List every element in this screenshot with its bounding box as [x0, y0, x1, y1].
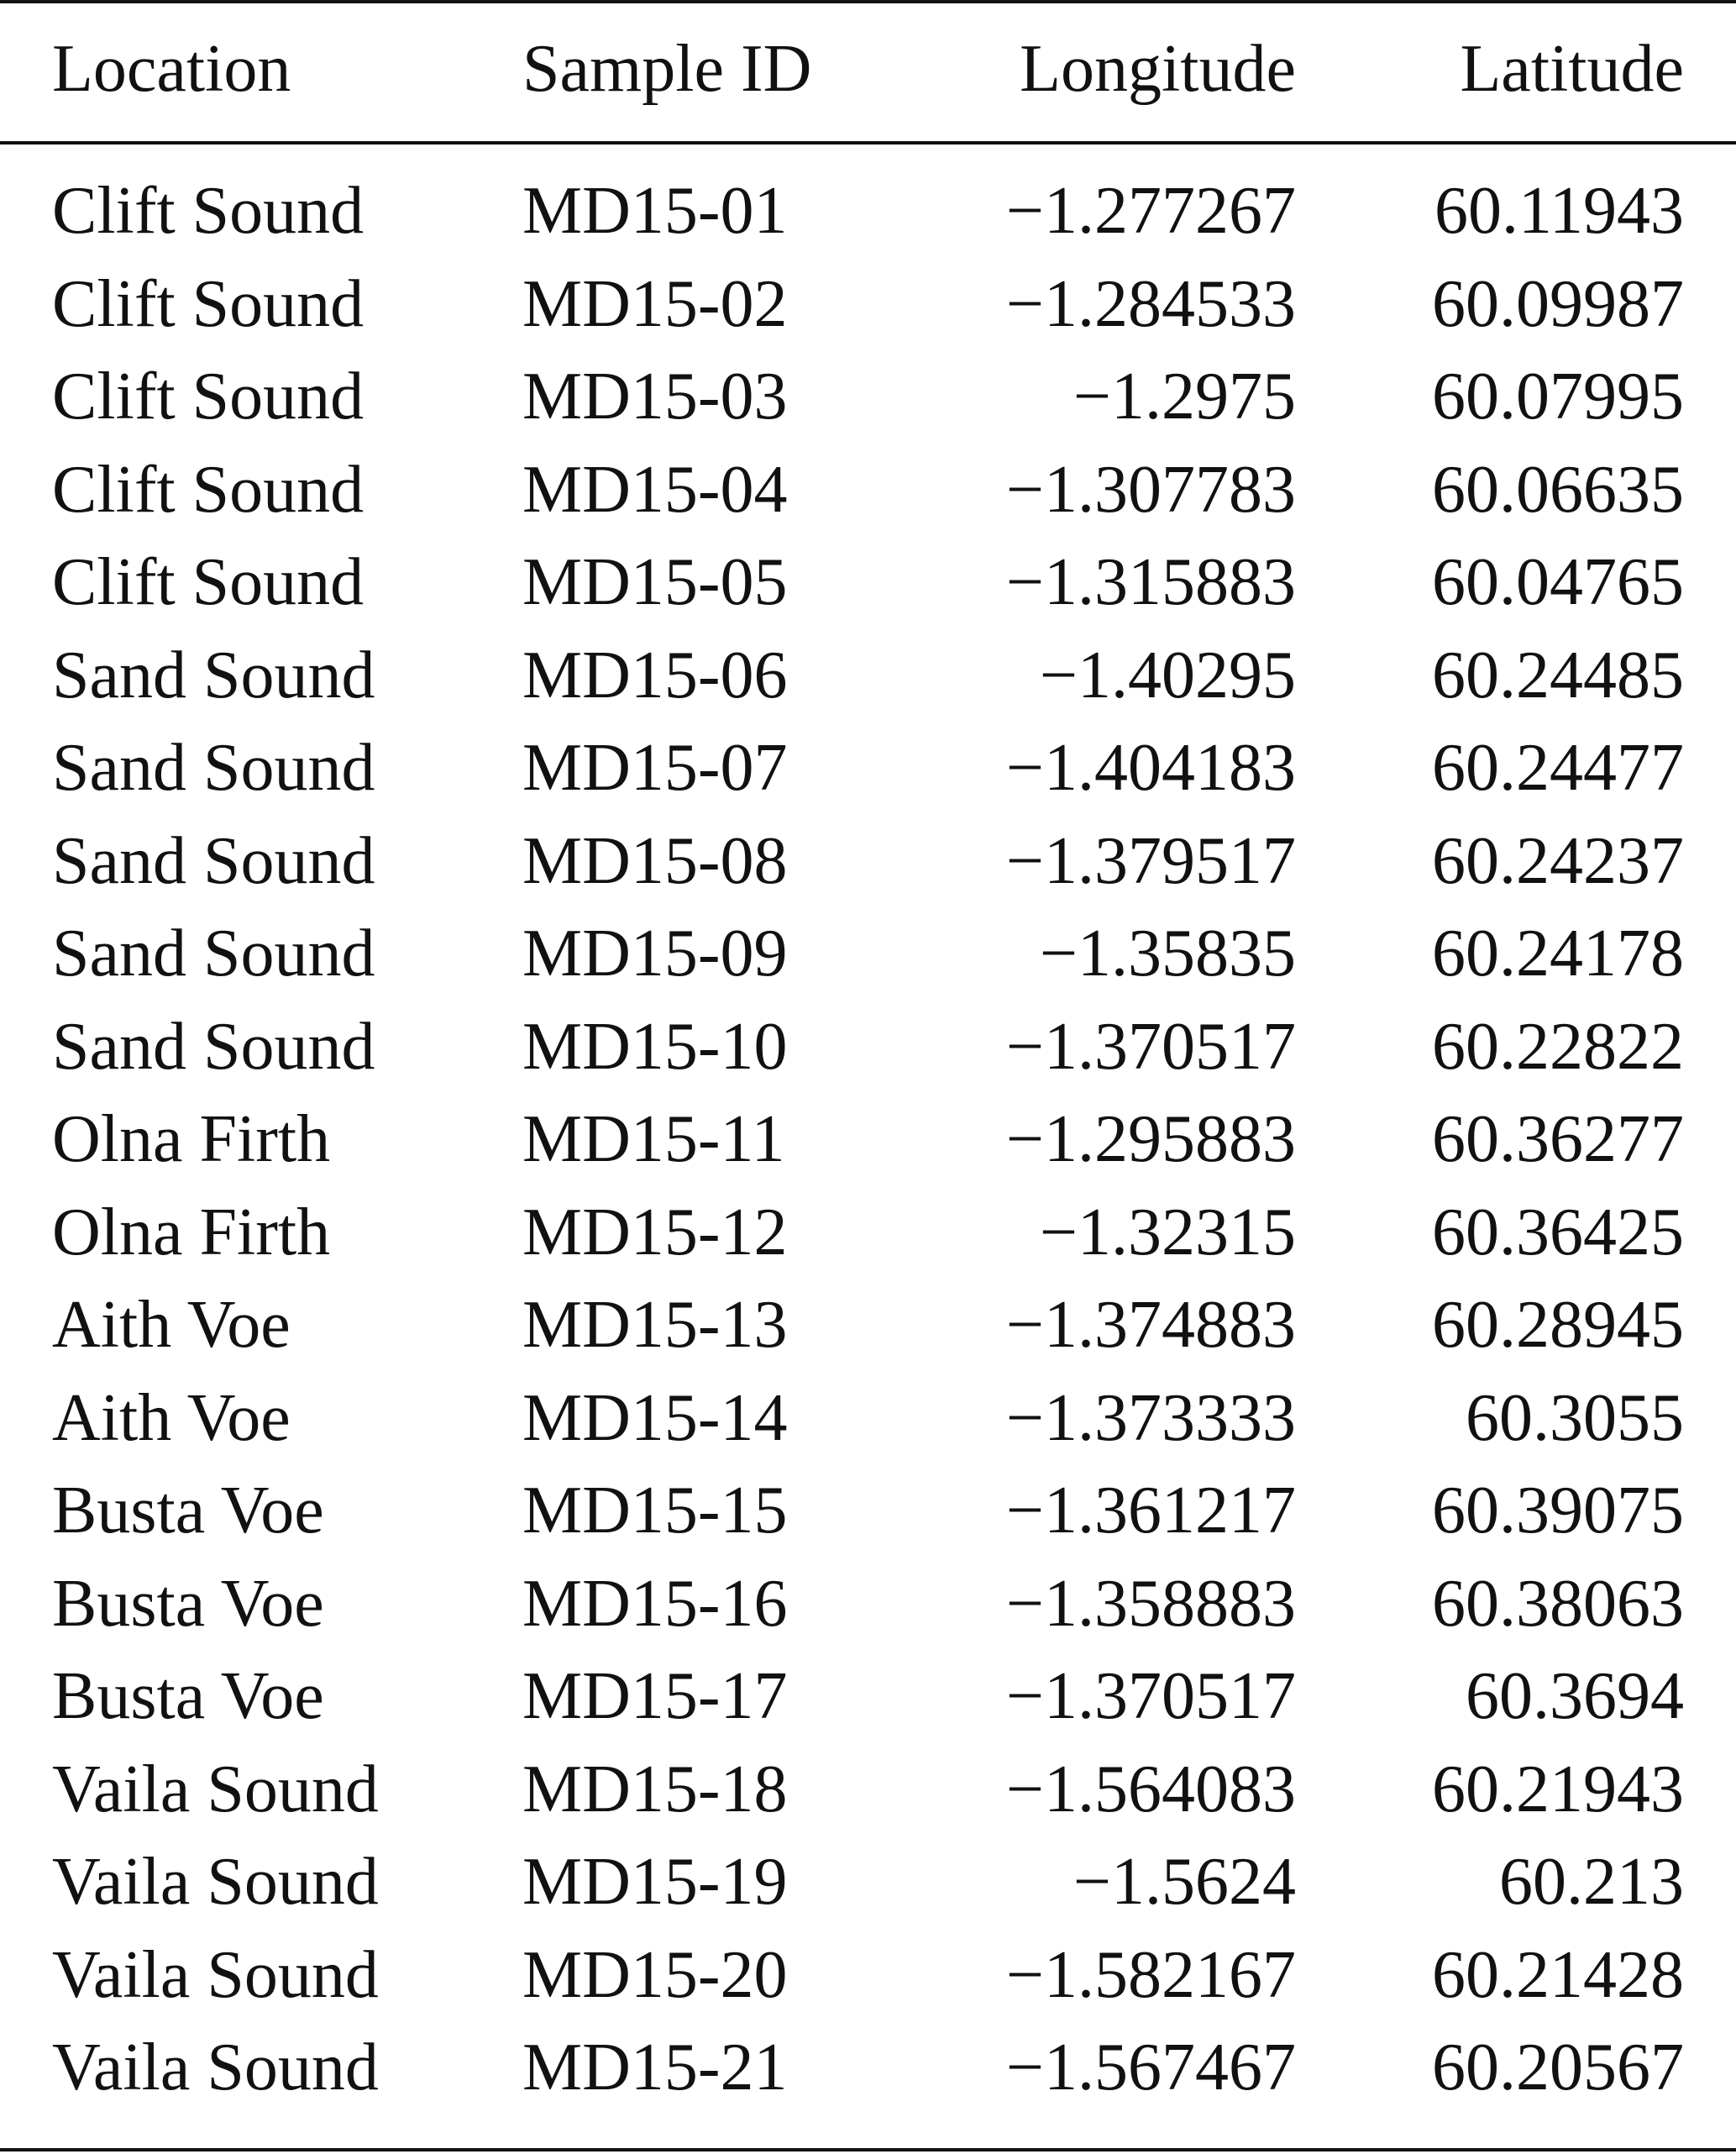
cell-longitude: −1.567467	[1005, 2031, 1296, 2104]
cell-longitude: −1.284533	[1005, 266, 1296, 341]
cell-latitude: 60.28945	[1432, 1288, 1684, 1362]
cell-sample-id: MD15-15	[522, 1474, 788, 1547]
cell-location: Clift Sound	[52, 266, 365, 341]
cell-latitude: 60.11943	[1434, 174, 1684, 248]
cell-longitude: −1.373333	[1005, 1380, 1296, 1455]
table-header-row	[0, 23, 1736, 115]
header-location: Location	[52, 32, 291, 106]
cell-location: Clift Sound	[52, 545, 365, 619]
table-row	[0, 1001, 1736, 1093]
cell-latitude: 60.24477	[1432, 731, 1684, 805]
cell-longitude: −1.379517	[1005, 823, 1296, 898]
cell-sample-id: MD15-06	[522, 638, 788, 712]
cell-latitude: 60.24237	[1432, 823, 1684, 898]
table-row	[0, 1650, 1736, 1742]
cell-location: Vaila Sound	[52, 1937, 379, 2012]
table-row	[0, 350, 1736, 443]
cell-location: Clift Sound	[52, 452, 365, 527]
cell-sample-id: MD15-03	[522, 360, 788, 433]
table-row	[0, 1464, 1736, 1557]
cell-latitude: 60.22822	[1432, 1009, 1684, 1084]
cell-latitude: 60.3055	[1466, 1380, 1684, 1455]
cell-location: Olna Firth	[52, 1102, 331, 1176]
cell-sample-id: MD15-08	[522, 823, 788, 898]
cell-sample-id: MD15-02	[522, 266, 788, 341]
cell-location: Busta Voe	[52, 1474, 324, 1547]
cell-location: Olna Firth	[52, 1195, 331, 1269]
cell-sample-id: MD15-16	[522, 1566, 788, 1641]
cell-location: Busta Voe	[52, 1566, 324, 1641]
cell-sample-id: MD15-21	[522, 2031, 788, 2104]
cell-longitude: −1.2975	[1073, 360, 1296, 433]
table-row	[0, 1093, 1736, 1185]
cell-location: Sand Sound	[52, 823, 375, 898]
cell-longitude: −1.40295	[1039, 638, 1296, 712]
table-row	[0, 1372, 1736, 1464]
cell-location: Vaila Sound	[52, 1752, 379, 1826]
cell-latitude: 60.21428	[1432, 1937, 1684, 2012]
cell-sample-id: MD15-11	[522, 1102, 785, 1176]
table-row	[0, 907, 1736, 1000]
cell-location: Busta Voe	[52, 1659, 324, 1733]
table-row	[0, 444, 1736, 536]
table-row	[0, 1929, 1736, 2021]
cell-location: Vaila Sound	[52, 1845, 379, 1919]
cell-latitude: 60.38063	[1432, 1566, 1684, 1641]
cell-longitude: −1.374883	[1005, 1288, 1296, 1362]
cell-location: Aith Voe	[52, 1380, 291, 1455]
table-row	[0, 2021, 1736, 2114]
cell-longitude: −1.32315	[1039, 1195, 1296, 1269]
cell-longitude: −1.564083	[1005, 1752, 1296, 1826]
cell-latitude: 60.07995	[1432, 360, 1684, 433]
table-row	[0, 1186, 1736, 1279]
cell-latitude: 60.09987	[1432, 266, 1684, 341]
cell-location: Clift Sound	[52, 360, 365, 433]
cell-longitude: −1.35835	[1039, 917, 1296, 990]
cell-latitude: 60.24178	[1432, 917, 1684, 990]
cell-location: Aith Voe	[52, 1288, 291, 1362]
cell-sample-id: MD15-04	[522, 452, 788, 527]
table-row	[0, 258, 1736, 350]
cell-sample-id: MD15-10	[522, 1009, 788, 1084]
cell-latitude: 60.213	[1499, 1845, 1684, 1919]
cell-latitude: 60.20567	[1432, 2031, 1684, 2104]
cell-latitude: 60.06635	[1432, 452, 1684, 527]
cell-latitude: 60.04765	[1432, 545, 1684, 619]
cell-longitude: −1.307783	[1005, 452, 1296, 527]
table-row	[0, 1279, 1736, 1371]
cell-latitude: 60.36277	[1432, 1102, 1684, 1176]
cell-sample-id: MD15-05	[522, 545, 788, 619]
cell-location: Sand Sound	[52, 1009, 375, 1084]
table-row	[0, 1743, 1736, 1836]
cell-longitude: −1.370517	[1005, 1659, 1296, 1733]
table-row	[0, 165, 1736, 257]
cell-location: Clift Sound	[52, 174, 365, 248]
cell-longitude: −1.370517	[1005, 1009, 1296, 1084]
cell-sample-id: MD15-18	[522, 1752, 788, 1826]
cell-longitude: −1.358883	[1005, 1566, 1296, 1641]
cell-longitude: −1.404183	[1005, 731, 1296, 805]
cell-latitude: 60.36425	[1432, 1195, 1684, 1269]
cell-sample-id: MD15-14	[522, 1380, 788, 1455]
cell-sample-id: MD15-13	[522, 1288, 788, 1362]
table-row	[0, 815, 1736, 907]
cell-sample-id: MD15-01	[522, 174, 788, 248]
table-header-rule	[0, 141, 1736, 144]
cell-longitude: −1.315883	[1005, 545, 1296, 619]
cell-longitude: −1.582167	[1005, 1937, 1296, 2012]
table-bottom-rule	[0, 2148, 1736, 2151]
header-latitude: Latitude	[1460, 32, 1684, 106]
cell-latitude: 60.21943	[1432, 1752, 1684, 1826]
header-sample-id: Sample ID	[522, 32, 812, 106]
cell-latitude: 60.3694	[1466, 1659, 1684, 1733]
header-longitude: Longitude	[1020, 32, 1296, 106]
table-row	[0, 722, 1736, 814]
cell-location: Vaila Sound	[52, 2031, 379, 2104]
cell-location: Sand Sound	[52, 917, 375, 990]
cell-location: Sand Sound	[52, 638, 375, 712]
cell-latitude: 60.24485	[1432, 638, 1684, 712]
cell-latitude: 60.39075	[1432, 1474, 1684, 1547]
cell-longitude: −1.277267	[1005, 174, 1296, 248]
table-top-rule	[0, 0, 1736, 3]
cell-sample-id: MD15-20	[522, 1937, 788, 2012]
cell-sample-id: MD15-17	[522, 1659, 788, 1733]
table-row	[0, 629, 1736, 722]
table-row	[0, 1558, 1736, 1650]
cell-sample-id: MD15-09	[522, 917, 788, 990]
table-row	[0, 536, 1736, 628]
cell-longitude: −1.361217	[1005, 1474, 1296, 1547]
cell-location: Sand Sound	[52, 731, 375, 805]
cell-longitude: −1.5624	[1073, 1845, 1296, 1919]
cell-sample-id: MD15-19	[522, 1845, 788, 1919]
table-row	[0, 1836, 1736, 1928]
cell-sample-id: MD15-07	[522, 731, 788, 805]
cell-longitude: −1.295883	[1005, 1102, 1296, 1176]
cell-sample-id: MD15-12	[522, 1195, 788, 1269]
